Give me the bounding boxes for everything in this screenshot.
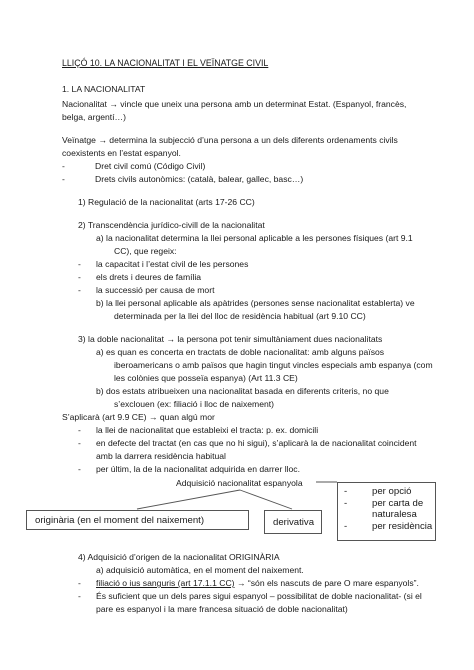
list-item: filiació o ius sanguris (art 17.1.1 CC) → “són els nascuts de pare O mare espanyols”. (96, 578, 419, 588)
option-item: - per opció (344, 486, 412, 497)
list-item: la successió per causa de mort (96, 285, 215, 295)
list-item-continuation: amb la darrera residència habitual (96, 451, 226, 461)
list-item: els drets i deures de família (96, 272, 202, 282)
diagram-top-label: Adquisició nacionalitat espanyola (176, 478, 303, 488)
bullet-dash: - (62, 174, 65, 184)
bullet-dash: - (78, 464, 81, 474)
bullet-dash: - (78, 425, 81, 435)
sub-item-3a-line2: iberoamericans o amb països que hagin tingut vincles especials amb espanya (com (114, 360, 433, 370)
derivativa-label: derivativa (273, 517, 315, 528)
bullet-dash: - (62, 161, 65, 171)
list-item: per últim, la de la nacionalitat adquirida en darrer lloc. (96, 464, 300, 474)
sub-item-3a-line3: les colònies que posseïa espanya) (Art 11.3 CE) (114, 373, 298, 383)
nacionalitat-definition-line2: belga, argentí…) (62, 112, 127, 122)
bullet-dash: - (78, 285, 81, 295)
list-item-continuation: pare es espanyol i la mare francesa situació de doble nacionalitat) (96, 604, 348, 614)
originaria-box (26, 510, 249, 530)
list-item: Drets civils autonòmics: (català, balear, gallec, basc…) (95, 174, 304, 184)
sub-item-2a-line1: a) la nacionalitat determina la llei personal aplicable a les persones físiques (art 9.1 (96, 233, 413, 243)
sub-item-2a-line2: CC), que regeix: (114, 246, 177, 256)
section-heading: 1. LA NACIONALITAT (62, 84, 146, 94)
numbered-item-3: 3) la doble nacionalitat → la persona pot tenir simultàniament dues nacionalitats (78, 334, 383, 344)
derivativa-box (264, 510, 322, 534)
numbered-item-2: 2) Transcendència jurídico-civill de la nacionalitat (78, 220, 265, 230)
connector-left (137, 490, 240, 509)
aplicara-line: S’aplicarà (art 9.9 CE) → quan algú mor (62, 412, 215, 422)
sub-item-4a: a) adquisició automàtica, en el moment del naixement. (96, 565, 304, 575)
veinatge-definition-line1: Veïnatge → determina la subjecció d’una persona a un dels diferents ordenaments civils (62, 135, 398, 145)
list-item: És suficient que un dels pares sigui espanyol – possibilitat de doble nacionalitat- (si el (96, 591, 422, 601)
sub-item-2b-line1: b) la llei personal aplicable als apàtrides (persones sense nacionalitat establerta) ve (96, 298, 415, 308)
bullet-dash: - (78, 591, 81, 601)
originaria-label: originària (en el moment del naixement) (35, 515, 205, 526)
bullet-dash: - (78, 272, 81, 282)
numbered-item-1: 1) Regulació de la nacionalitat (arts 17-26 CC) (78, 197, 255, 207)
bullet-dash: - (78, 438, 81, 448)
sub-item-2b-line2: determinada per la llei del lloc de residència habitual (art 9.10 CC) (114, 311, 366, 321)
option-item: - per carta de (344, 497, 424, 509)
sub-item-3b-line2: s’exclouen (ex: filiació i lloc de naixement) (114, 399, 275, 409)
page-title: LLIÇÓ 10. LA NACIONALITAT I EL VEÏNATGE CIVIL (62, 58, 269, 68)
sub-item-3b-line1: b) dos estats atribueixen una nacionalitat basada en diferents criteris, no que (96, 386, 389, 396)
option-item-continuation: naturalesa (372, 509, 417, 520)
connector-middle (240, 490, 292, 509)
veinatge-definition-line2: coexistents en l’estat espanyol. (62, 148, 181, 158)
option-item: - per residència (344, 520, 433, 532)
list-item: Dret civil comú (Código Civil) (95, 161, 206, 171)
nacionalitat-definition-line1: Nacionalitat → vincle que uneix una persona amb un determinat Estat. (Espanyol, francès, (62, 99, 407, 109)
ius-sanguinis-reference: filiació o ius sanguris (art 17.1.1 CC) (96, 578, 235, 588)
sub-item-3a-line1: a) es quan es concerta en tractats de doble nacionalitat: amb alguns països (96, 347, 385, 357)
numbered-item-4: 4) Adquisició d’origen de la nacionalitat ORIGINÀRIA (78, 552, 280, 562)
list-item: en defecte del tractat (en cas que no hi sigui), s’aplicarà la de nacionalitat coincident (96, 438, 417, 448)
bullet-dash: - (78, 578, 81, 588)
derivativa-options-box (337, 482, 436, 541)
list-item: la llei de nacionalitat que estableixi el tracta: p. ex. domicili (96, 425, 319, 435)
bullet-dash: - (78, 259, 81, 269)
list-item: la capacitat i l’estat civil de les persones (96, 259, 249, 269)
